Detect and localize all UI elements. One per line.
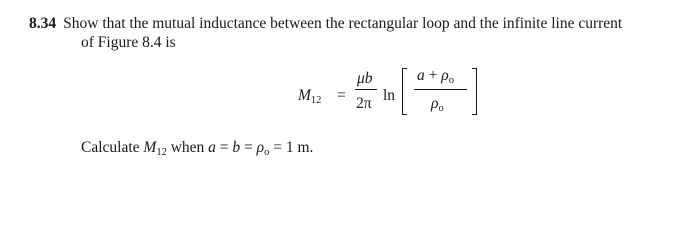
- equation-lhs-symbol: M: [298, 87, 311, 104]
- calculate-statement: [81, 139, 313, 158]
- right-bracket: [472, 68, 477, 115]
- left-bracket: [402, 68, 407, 115]
- fraction-1-denominator: 2π: [356, 95, 372, 112]
- fraction-1-bar: [355, 89, 377, 90]
- numerator-a: a: [417, 67, 425, 84]
- problem-number: 8.34: [29, 15, 57, 32]
- calculate-eq-3: =: [273, 139, 282, 156]
- fraction-2-bar: [414, 89, 467, 90]
- fraction-1-numerator: μb: [357, 70, 373, 87]
- calculate-symbol: M: [143, 139, 157, 156]
- equation-lhs: [298, 88, 321, 107]
- equation-lhs-subscript: 12: [310, 95, 322, 106]
- calculate-eq-2: =: [244, 139, 253, 156]
- fraction-2-denominator: [431, 96, 444, 115]
- numerator-rho: ρ: [441, 67, 449, 84]
- problem-text-line-1: Show that the mutual inductance between the rectangular loop and the infinite line current: [63, 15, 623, 32]
- calculate-prefix: Calculate: [81, 139, 140, 156]
- calculate-eq-1: =: [219, 139, 229, 156]
- denominator-rho: ρ: [431, 95, 439, 112]
- numerator-rho-subscript: o: [448, 75, 454, 86]
- equation-equals-sign: =: [337, 87, 346, 104]
- problem-text-line-2: of Figure 8.4 is: [81, 34, 176, 51]
- calculate-b: b: [232, 139, 241, 156]
- calculate-value: 1 m.: [285, 139, 314, 156]
- calculate-when: when: [170, 139, 205, 156]
- numerator-plus: +: [428, 67, 438, 84]
- calculate-rho: ρ: [256, 139, 265, 156]
- calculate-a: a: [208, 139, 216, 156]
- calculate-rho-subscript: o: [264, 147, 270, 158]
- calculate-subscript: 12: [156, 147, 167, 158]
- natural-log: ln: [383, 87, 396, 104]
- denominator-rho-subscript: o: [438, 103, 444, 114]
- fraction-2-numerator: [417, 68, 454, 87]
